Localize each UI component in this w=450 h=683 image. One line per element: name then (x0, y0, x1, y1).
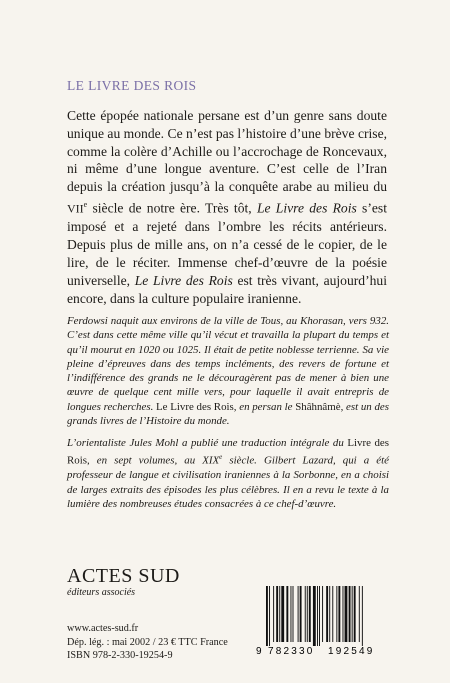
translation-text-2: , en sept volumes, au (86, 454, 203, 467)
translation-text-1: L’orientaliste Jules Mohl a publié une traduction intégrale du (67, 437, 348, 449)
isbn: ISBN 978-2-330-19254-9 (67, 650, 173, 662)
book-title: LE LIVRE DES ROIS (67, 78, 197, 93)
century-numeral: VII (67, 201, 84, 216)
barcode-bar (305, 586, 306, 642)
intro-text-2: siècle de notre ère. Très tôt, (87, 200, 257, 216)
book-title-inline: Le Livre des Rois (156, 400, 234, 413)
barcode-bar (343, 586, 344, 642)
barcode (254, 584, 392, 656)
barcode-bar (279, 586, 280, 642)
barcode-bar (326, 586, 328, 642)
barcode-bar (286, 586, 288, 642)
book-title-inline: Livre des Rois (67, 437, 389, 467)
barcode-bar (359, 586, 360, 642)
intro-paragraph (67, 107, 387, 307)
barcode-bar (317, 586, 318, 646)
bio-text-1: Ferdowsi naquit aux environs de la ville de Tous, au Khorasan, vers 932. C’est dans cette même ville qu’il vécut et travailla la plupart du temps et qu’il mourut en 1020 ou 1025. Il était de petite noblesse terrienne. Sa vie pleine d’épreuves dans des temps incléments, des revers de fortune et l’indifférence des grands ne le découragèrent pas de mener à bien une œuvre de quelque cent mille vers, pour laquelle il avait entrepris de longues recherches. (67, 315, 389, 413)
book-title-inline: Le Livre des Rois (256, 200, 357, 216)
barcode-bar (266, 586, 268, 646)
barcode-bar (300, 586, 302, 642)
publisher-website: www.actes-sud.fr (67, 623, 139, 634)
barcode-bar (281, 586, 284, 642)
publication-info (67, 622, 228, 663)
barcode-bar (298, 586, 299, 642)
barcode-bar (293, 586, 294, 642)
barcode-digit-left: 9 (256, 646, 262, 656)
barcode-bar (349, 586, 351, 642)
book-title-inline: Le Livre des Rois (134, 272, 233, 288)
barcode-bar (273, 586, 274, 642)
translation-note (67, 436, 389, 511)
bio-text-3: , est un des grands livres de l’Histoire du monde. (67, 400, 389, 428)
barcode-bar (319, 586, 320, 646)
barcode-bar (322, 586, 323, 642)
shahname-title: Shâhnâmè (295, 400, 341, 413)
intro-text-3: s’est imposé et a rejeté dans l’ombre les récits antérieurs. Depuis plus de mille ans, on n’a cessé de le copier, de le lire, de le réciter. Immense chef-d’œuvre de la poésie universelle, (67, 200, 387, 288)
publisher-name: ACTES SUD (67, 565, 180, 587)
barcode-bar (329, 586, 330, 642)
publisher-subtitle: éditeurs associés (67, 587, 136, 598)
barcode-bar (307, 586, 308, 642)
barcode-bar (269, 586, 270, 646)
barcode-bar (313, 586, 316, 646)
barcode-bar (336, 586, 337, 642)
barcode-bar (338, 586, 340, 642)
barcode-bar (362, 586, 363, 646)
barcode-bar (345, 586, 348, 642)
barcode-bar (276, 586, 278, 642)
barcode-bar (352, 586, 353, 642)
barcode-bar (354, 586, 356, 642)
publisher-logo (67, 566, 180, 599)
intro-text-4: est très vivant, aujourd’hui encore, dans la culture populaire iranienne. (67, 272, 387, 306)
intro-text-1: Cette épopée nationale persane est d’un genre sans doute unique au monde. Ce n’est pas l’histoire d’une brève crise, comme la colère d’Achille ou l’accrochage de Roncevaux, ni même d’une longue aventure. C’est celle de l’Iran depuis la création jusqu’à la conquête arabe au milieu du (67, 108, 387, 195)
barcode-bar (309, 586, 311, 642)
barcode-digits-group1: 782330 (268, 646, 315, 656)
author-bio (67, 314, 389, 428)
translation-text-3: siècle. Gilbert Lazard, qui a été professeur de langue et civilisation iraniennes à la Sorbonne, en a choisi de larges extraits des épisodes les plus célèbres. Il en a revu le texte à la lumière des nombreuses études consacrées à ce chef-d’œuvre. (67, 454, 389, 510)
barcode-digits-group2: 192549 (328, 646, 375, 656)
century-superscript: e (83, 199, 88, 209)
legal-deposit: Dép. lég. : mai 2002 / 23 € TTC France (67, 636, 228, 648)
century-superscript: e (219, 453, 223, 462)
barcode-bar (290, 586, 291, 642)
bio-text-2: , en persan le (233, 400, 296, 413)
barcode-bar (332, 586, 333, 642)
century-numeral: XIX (202, 454, 220, 467)
